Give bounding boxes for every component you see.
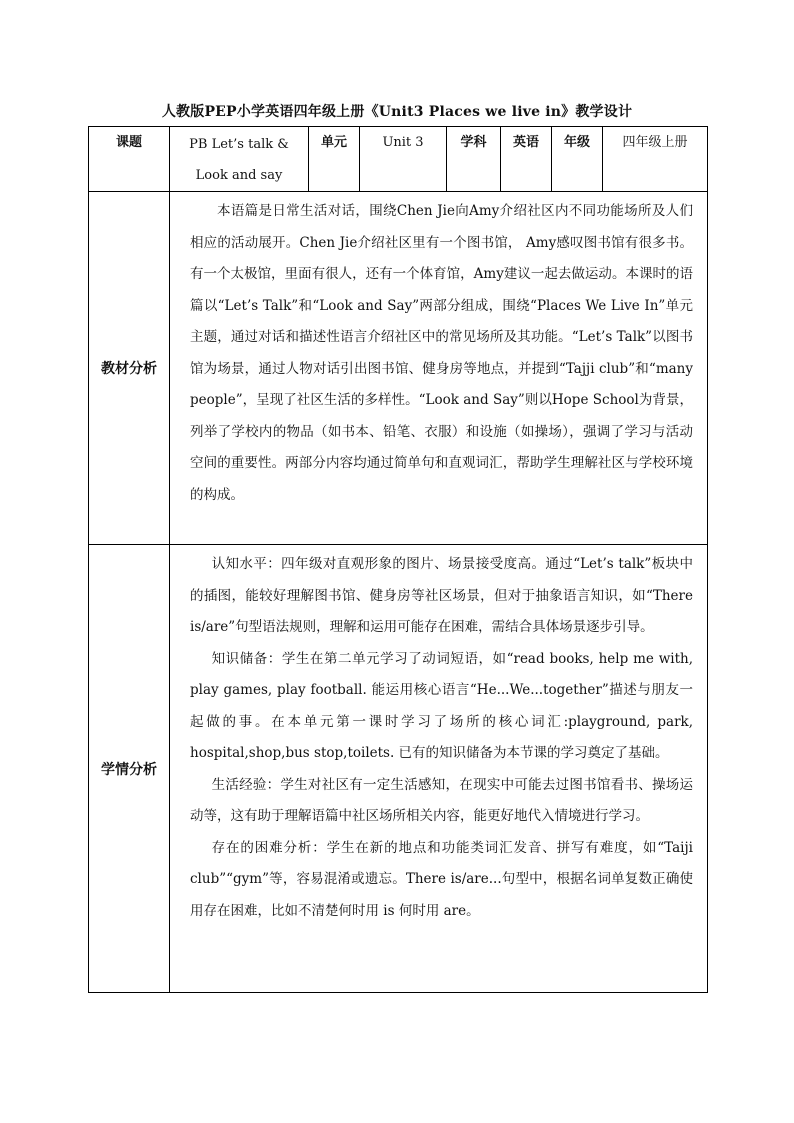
learner-analysis-content xyxy=(170,545,708,993)
subject-label: 学科 xyxy=(447,127,501,192)
document-title: 人教版PEP小学英语四年级上册《Unit3 Places we live in》教学设计 xyxy=(161,104,633,120)
grade-label: 年级 xyxy=(552,127,603,192)
learner-analysis-label: 学情分析 xyxy=(89,545,170,993)
material-analysis-label: 教材分析 xyxy=(89,192,170,545)
subject-value: 英语 xyxy=(501,127,552,192)
material-analysis-row xyxy=(89,192,708,545)
topic-value-line2: Look and say xyxy=(195,168,283,183)
learner-analysis-paragraph: 存在的困难分析：学生在新的地点和功能类词汇发音、拼写有难度，如“Taiji club”“gym”等，容易混淆或遗忘。There is/are...句型中，根据名词单复数正确使用存在困难，比如不清楚何时用 is 何时用 are。 xyxy=(190,839,693,919)
topic-label: 课题 xyxy=(89,127,170,192)
topic-value xyxy=(170,127,309,192)
learner-analysis-paragraph: 生活经验：学生对社区有一定生活感知，在现实中可能去过图书馆看书、操场运动等，这有助于理解语篇中社区场所相关内容，能更好地代入情境进行学习。 xyxy=(190,776,693,824)
learner-analysis-row xyxy=(89,545,708,993)
lesson-plan-table xyxy=(88,126,708,993)
learner-analysis-paragraph: 认知水平：四年级对直观形象的图片、场景接受度高。通过“Let’s talk”板块中的插图，能较好理解图书馆、健身房等社区场景，但对于抽象语言知识，如“There is/are”句型语法规则，理解和运用可能存在困难，需结合具体场景逐步引导。 xyxy=(190,556,693,635)
unit-label: 单元 xyxy=(309,127,360,192)
header-row xyxy=(89,127,708,192)
topic-value-line1: PB Let’s talk & xyxy=(189,137,289,152)
unit-value: Unit 3 xyxy=(360,127,447,192)
grade-value: 四年级上册 xyxy=(603,127,708,192)
material-analysis-content xyxy=(170,192,708,545)
learner-analysis-paragraph: 知识储备：学生在第二单元学习了动词短语，如“read books, help me with, play games, play football. 能运用核心语言“He...We...together”描述与朋友一起做的事。在本单元第一课时学习了场所的核心词汇:playground, park, hospital,shop,bus stop,toilets. 已有的知识储备为本节课的学习奠定了基础。 xyxy=(190,650,693,761)
material-analysis-text: 本语篇是日常生活对话，围绕Chen Jie向Amy介绍社区内不同功能场所及人们相应的活动展开。Chen Jie介绍社区里有一个图书馆， Amy感叹图书馆有很多书。有一个太极馆，里面有很人，还有一个体育馆，Amy建议一起去做运动。本课时的语篇以“Let’s Talk”和“Look and Say”两部分组成，围绕“Places We Live In”单元主题，通过对话和描述性语言介绍社区中的常见场所及其功能。“Let’s Talk”以图书馆为场景，通过人物对话引出图书馆、健身房等地点，并提到“Tajji club”和“many people”，呈现了社区生活的多样性。“Look and Say”则以Hope School为背景，列举了学校内的物品（如书本、铅笔、衣服）和设施（如操场），强调了学习与活动空间的重要性。两部分内容均通过简单句和直观词汇，帮助学生理解社区与学校环境的构成。 xyxy=(190,203,693,503)
